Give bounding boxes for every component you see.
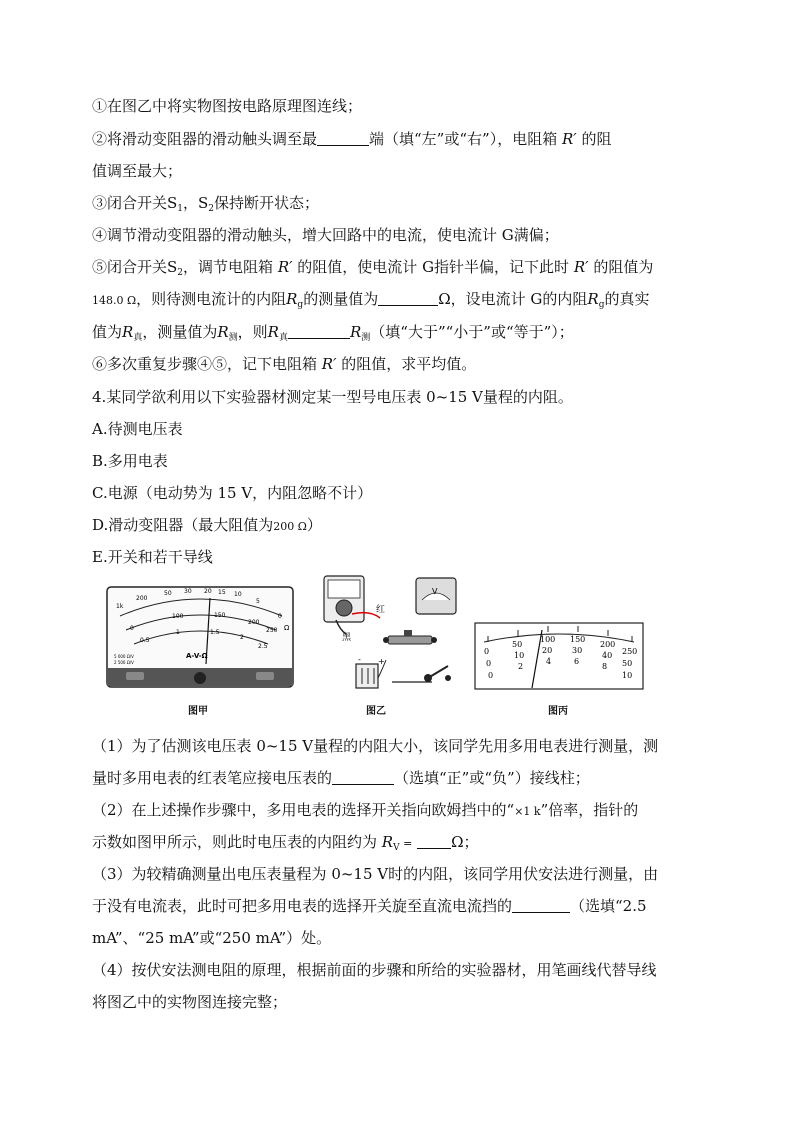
v-tick-100: 100 xyxy=(172,613,184,620)
option-c: C.电源（电动势为 15 V，内阻忽略不计） xyxy=(92,484,373,502)
dial-label: A-V-Ω xyxy=(186,652,208,660)
battery-minus: - xyxy=(358,655,361,664)
question-4: 4.某同学欲利用以下实验器材测定某一型号电压表 0~15 V量程的内阻。 xyxy=(92,388,573,406)
ohm-tick-10: 10 xyxy=(234,591,242,598)
answer-blank-measured[interactable] xyxy=(378,290,438,306)
mid-tick-1.5: 1.5 xyxy=(210,629,220,636)
ohm-symbol: Ω xyxy=(284,624,290,632)
scale-r2-40: 40 xyxy=(602,651,613,660)
step-2-cont: 值调至最大； xyxy=(92,162,183,180)
scale-r2-0: 0 xyxy=(486,659,492,668)
option-e: E.开关和若干导线 xyxy=(92,548,213,566)
part-3-options: mA”、“25 mA”或“250 mA”）处。 xyxy=(92,929,332,947)
part-2-cont: 示数如图甲所示，则此时电压表的内阻约为 $R_V = \Omega$； xyxy=(92,833,479,853)
ohm-tick-15: 15 xyxy=(218,589,226,596)
step-3: ③闭合开关$S_1$，$S_2$保持断开状态； xyxy=(92,194,320,214)
scale-r1-50: 50 xyxy=(512,640,523,649)
ohm-scale-start: 1k xyxy=(116,603,124,610)
ohm-tick-5: 5 xyxy=(256,598,260,605)
part-1: （1）为了估测该电压表 0~15 V量程的内阻大小，该同学先用多用电表进行测量，测 xyxy=(92,737,659,755)
mid-tick-2: 2 xyxy=(240,634,244,641)
figure-yi xyxy=(322,574,462,696)
option-a: A.待测电压表 xyxy=(92,420,183,438)
scale-r1-150: 150 xyxy=(570,635,586,644)
scale-r2-10: 10 xyxy=(514,651,525,660)
part-2: （2）在上述操作步骤中，多用电表的选择开关指向欧姆挡中的“×1 k”倍率，指针的 xyxy=(92,801,639,819)
ohm-tick-30: 30 xyxy=(184,588,192,595)
step-2: ②将滑动变阻器的滑动触头调至最 端（填“左”或“右”），电阻箱 R′ 的阻 xyxy=(92,130,612,148)
answer-blank-direction[interactable] xyxy=(317,130,369,146)
part-3: （3）为较精确测量出电压表量程为 0~15 V时的内阻，该同学用伏安法进行测量，由 xyxy=(92,865,659,883)
scale-r1-100: 100 xyxy=(540,635,556,644)
circuit-parts-drawing xyxy=(322,574,462,696)
scale-r1-0: 0 xyxy=(484,647,490,656)
v-tick-200: 200 xyxy=(248,619,260,626)
spec-1: 5 000 Ω/V xyxy=(114,654,134,659)
multimeter-dial-drawing xyxy=(106,586,294,694)
ohm-tick-200: 200 xyxy=(136,595,148,602)
mid-tick-1: 1 xyxy=(176,629,180,636)
v-tick-250: 250 xyxy=(266,627,278,634)
step-5-cont: 148.0 Ω，则待测电流计的内阻$R_g$的测量值为 Ω，设电流计 G的内阻$R_g$的真实 xyxy=(92,290,650,310)
answer-blank-range[interactable] xyxy=(512,897,570,913)
scale-r3-10: 10 xyxy=(622,671,633,680)
answer-blank-resistance[interactable] xyxy=(417,833,451,849)
answer-blank-compare[interactable] xyxy=(288,323,350,339)
figures-row xyxy=(92,572,712,722)
step-6: ⑥多次重复步骤④⑤，记下电阻箱 R′ 的阻值，求平均值。 xyxy=(92,355,477,373)
caption-yi: 图乙 xyxy=(366,706,386,717)
voltmeter-label: V xyxy=(432,587,438,596)
ohm-tick-0: 0 xyxy=(278,613,282,620)
scale-r3-0: 0 xyxy=(488,671,494,680)
step-4: ④调节滑动变阻器的滑动触头，增大回路中的电流，使电流计 G满偏； xyxy=(92,226,559,244)
scale-r3-2: 2 xyxy=(518,662,524,671)
answer-blank-terminal[interactable] xyxy=(332,769,394,785)
scale-r1-200: 200 xyxy=(600,640,616,649)
part-1-cont: 量时多用电表的红表笔应接电压表的 （选填“正”或“负”）接线柱； xyxy=(92,769,590,787)
v-tick-150: 150 xyxy=(214,612,226,619)
scale-r3-6: 6 xyxy=(574,657,580,666)
step-5: ⑤闭合开关$S_2$，调节电阻箱 R′ 的阻值，使电流计 G指针半偏，记下此时 R′ 的阻值为 xyxy=(92,258,654,278)
scale-r2-30: 30 xyxy=(572,646,583,655)
scale-r3-8: 8 xyxy=(602,662,608,671)
scale-r2-50: 50 xyxy=(622,659,633,668)
caption-bing: 图丙 xyxy=(548,706,568,717)
part-4-cont: 将图乙中的实物图连接完整； xyxy=(92,993,288,1011)
step-1: ①在图乙中将实物图按电路原理图连线； xyxy=(92,97,363,115)
figure-bing xyxy=(474,622,644,692)
option-d: D.滑动变阻器（最大阻值为200 Ω） xyxy=(92,516,322,534)
black-lead-label: 黑 xyxy=(342,633,352,643)
v-tick-0: 0 xyxy=(130,625,134,632)
ohm-tick-20: 20 xyxy=(204,588,212,595)
caption-jia: 图甲 xyxy=(188,706,208,717)
battery-plus: + xyxy=(378,657,385,666)
battery-icon xyxy=(356,664,378,688)
spec-2: 2 500 Ω/V xyxy=(114,660,134,665)
scale-r1-250: 250 xyxy=(622,647,638,656)
mid-tick-2.5: 2.5 xyxy=(258,643,268,650)
ohm-tick-50: 50 xyxy=(164,590,172,597)
option-b: B.多用电表 xyxy=(92,452,168,470)
voltmeter-scale-drawing xyxy=(474,622,644,692)
scale-r3-4: 4 xyxy=(546,657,552,666)
part-4: （4）按伏安法测电阻的原理，根据前面的步骤和所给的实验器材，用笔画线代替导线 xyxy=(92,961,657,979)
scale-r2-20: 20 xyxy=(542,646,553,655)
part-3-cont: 于没有电流表，此时可把多用电表的选择开关旋至直流电流挡的 （选填“2.5 xyxy=(92,897,647,915)
step-5-compare: 值为$R_真$，测量值为$R_测$，则$R_真$ $R_测$（填“大于”“小于”或“等于”）； xyxy=(92,323,574,343)
rheostat-icon xyxy=(388,636,432,644)
figure-jia xyxy=(106,586,294,694)
red-lead-label: 红 xyxy=(376,605,386,615)
mid-tick-0.5: 0.5 xyxy=(140,637,150,644)
switch-icon xyxy=(428,666,448,678)
